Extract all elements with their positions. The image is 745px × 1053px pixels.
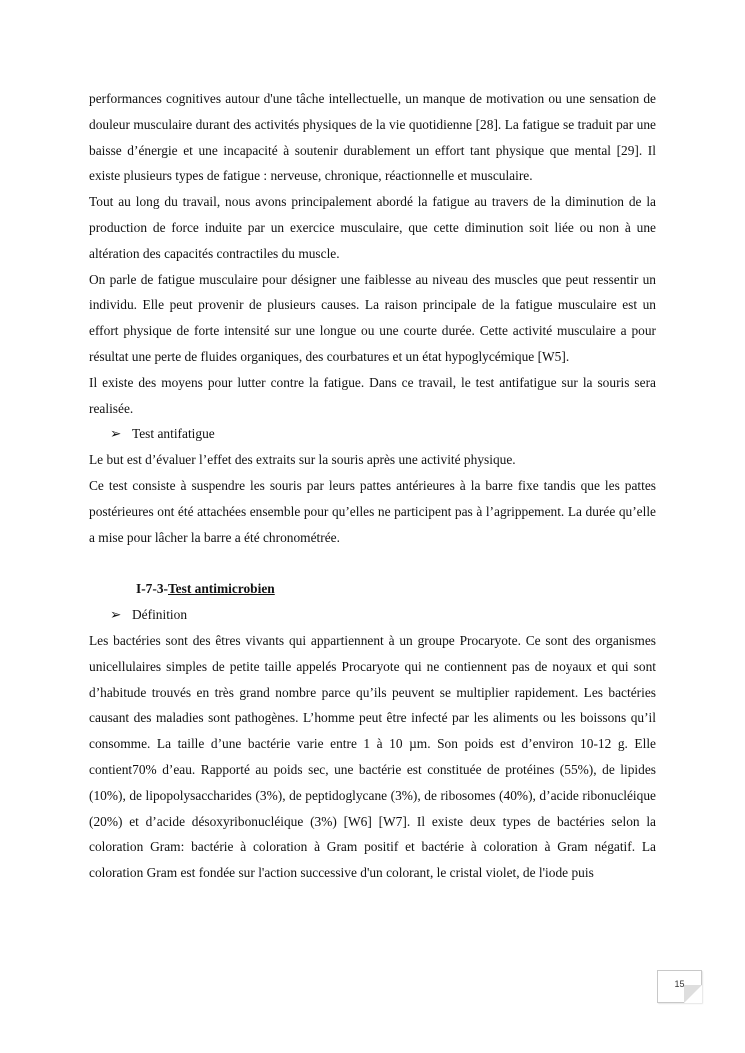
paragraph-fatigue-definition: performances cognitives autour d'une tâche intellectuelle, un manque de motivation ou une sensation de douleur musculaire durant des activités physiques de la vie quotidienne [28]. La fatigue se traduit par une baisse d’énergie et une incapacité à soutenir durablement un effort tant physique que mental [29]. Il existe plusieurs types de fatigue : nerveuse, chronique, réactionnelle et musculaire. — [89, 91, 656, 184]
section-number: I-7-3- — [136, 581, 168, 597]
page-number: 15 — [674, 979, 685, 989]
blank-line — [89, 550, 656, 576]
bullet-label: Définition — [132, 607, 188, 623]
paragraph-work-scope: Tout au long du travail, nous avons principalement abordé la fatigue au travers de la diminution de la production de force induite par un exercice musculaire, que cette diminution soit liée ou non à une altération des capacités contractiles du muscle. — [89, 194, 656, 261]
bullet-label: Test antifatigue — [132, 426, 215, 442]
bullet-definition — [89, 602, 656, 628]
page-number-box — [657, 970, 702, 1003]
paragraph-bacteria: Les bactéries sont des êtres vivants qui appartiennent à un groupe Procaryote. Ce sont des organismes unicellulaires simples de petite taille appelés Procaryote qui ne contiennent pas de noyaux et qui sont d’habitude trouvés en très grand nombre parce qu’ils peuvent se multiplier rapidement. Les bactéries causant des maladies sont pathogènes. L’homme peut être infecté par les aliments ou les boissons qu’il consomme. La taille d’une bactérie varie entre 1 à 10 µm. Son poids est d’environ 10-12 g. Elle contient70% d’eau. Rapporté au poids sec, une bactérie est constituée de protéines (55%), de lipides (10%), de lipopolysaccharides (3%), de peptidoglycane (3%), de ribosomes (40%), d’acide ribonucléique (20%) et d’acide désoxyribonucléique (3%) [W6] [W7]. Il existe deux types de bactéries selon la coloration Gram: bactérie à coloration à Gram positif et bactérie à coloration à Gram négatif. La coloration Gram est fondée sur l'action successive d'un colorant, le cristal violet, de l'iode puis — [89, 632, 656, 881]
page-curl-icon — [684, 985, 702, 1003]
section-title: Test antimicrobien — [167, 581, 275, 597]
page-body — [89, 86, 656, 886]
paragraph-test-procedure: Ce test consiste à suspendre les souris par leurs pattes antérieures à la barre fixe tandis que les pattes postérieures ont été attachées ensemble pour qu’elles ne participent pas à l’agrippement. La durée qu’elle a mise pour lâcher la barre a été chronométrée. — [89, 477, 656, 545]
arrow-bullet-icon: ➢ — [110, 426, 122, 442]
paragraph-test-goal: Le but est d’évaluer l’effet des extraits sur la souris après une activité physique. — [89, 452, 516, 468]
section-heading — [89, 576, 656, 602]
paragraph-muscular-fatigue: On parle de fatigue musculaire pour désigner une faiblesse au niveau des muscles que peut ressentir un individu. Elle peut provenir de plusieurs causes. La raison principale de la fatigue musculaire est un effort physique de forte intensité sur une longue ou une courte durée. Cette activité musculaire a pour résultat une perte de fluides organiques, des courbatures et un état hypoglycémique [W5]. — [89, 271, 656, 364]
bullet-test-antifatigue — [89, 421, 656, 447]
paragraph-antifatigue-means: Il existe des moyens pour lutter contre la fatigue. Dans ce travail, le test antifatigue sur la souris sera realisée. — [89, 374, 656, 416]
arrow-bullet-icon: ➢ — [110, 607, 122, 623]
